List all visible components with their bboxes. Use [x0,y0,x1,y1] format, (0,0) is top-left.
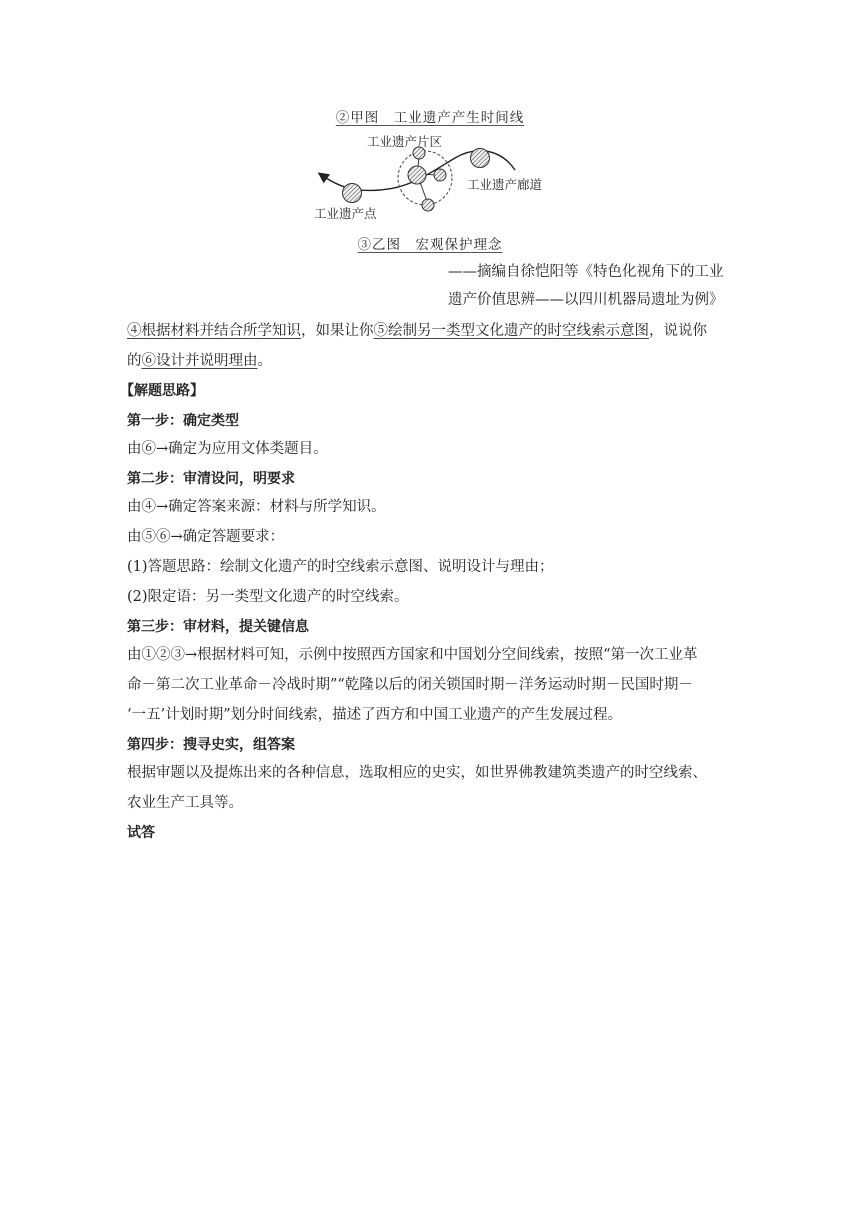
label-heritage-area: 工业遗产片区 [367,134,443,149]
heritage-node [422,199,434,211]
label-heritage-point: 工业遗产点 [314,206,377,221]
question-line-1: ④根据材料并结合所学知识，如果让你⑤绘制另一类型文化遗产的时空线索示意图，说说你 [127,323,707,339]
step4-line-1: 根据审题以及提炼出来的各种信息，选取相应的史实，如世界佛教建筑类遗产的时空线索、 [127,765,707,781]
step3-title: 第三步：审材料，提关键信息 [127,619,309,635]
step4-title: 第四步：搜寻史实，组答案 [127,737,295,753]
source-line-1: ——摘编自徐恺阳等《特色化视角下的工业 [448,264,724,280]
figure-caption-protection: ③乙图 宏观保护理念 [357,237,503,253]
heritage-node [434,169,446,181]
protection-concept-diagram [300,128,560,228]
source-line-2: 遗产价值思辨——以四川机器局遗址为例》 [448,292,724,308]
heritage-node [471,149,490,168]
heritage-node [343,184,362,203]
label-heritage-corridor: 工业遗产廊道 [467,177,543,192]
step3-line-3: ‘一五’计划时期”划分时间线索，描述了西方和中国工业遗产的产生发展过程。 [127,707,623,723]
answer-label: 试答 [127,825,155,841]
step3-line-1: 由①②③→根据材料可知，示例中按照西方国家和中国划分空间线索，按照“第一次工业革 [127,647,698,663]
question-marker-6: ⑥设计并说明理由 [141,353,258,369]
question-line-2: 的⑥设计并说明理由。 [127,353,272,369]
step2-title: 第二步：审清设问，明要求 [127,471,295,487]
step4-line-2: 农业生产工具等。 [127,795,243,811]
step1-text: 由⑥→确定为应用文体类题目。 [127,441,328,457]
question-marker-5: ⑤绘制另一类型文化遗产的时空线索示意图 [373,323,649,339]
step3-line-2: 命－第二次工业革命－冷战时期”“乾隆以后的闭关锁国时期－洋务运动时期－民国时期－ [127,677,693,693]
heritage-node [408,166,426,184]
figure-caption-timeline: ②甲图 工业遗产产生时间线 [335,110,525,126]
question-marker-4: ④根据材料并结合所学知识 [127,323,301,339]
step2-text-2: 由⑤⑥→确定答题要求： [127,529,285,545]
step2-text-1: 由④→确定答案来源：材料与所学知识。 [127,499,386,515]
step2-text-3: (1)答题思路：绘制文化遗产的时空线索示意图、说明设计与理由； [127,559,554,575]
solution-heading: 【解题思路】 [120,383,204,399]
step2-text-4: (2)限定语：另一类型文化遗产的时空线索。 [127,589,409,605]
step1-title: 第一步：确定类型 [127,413,239,429]
